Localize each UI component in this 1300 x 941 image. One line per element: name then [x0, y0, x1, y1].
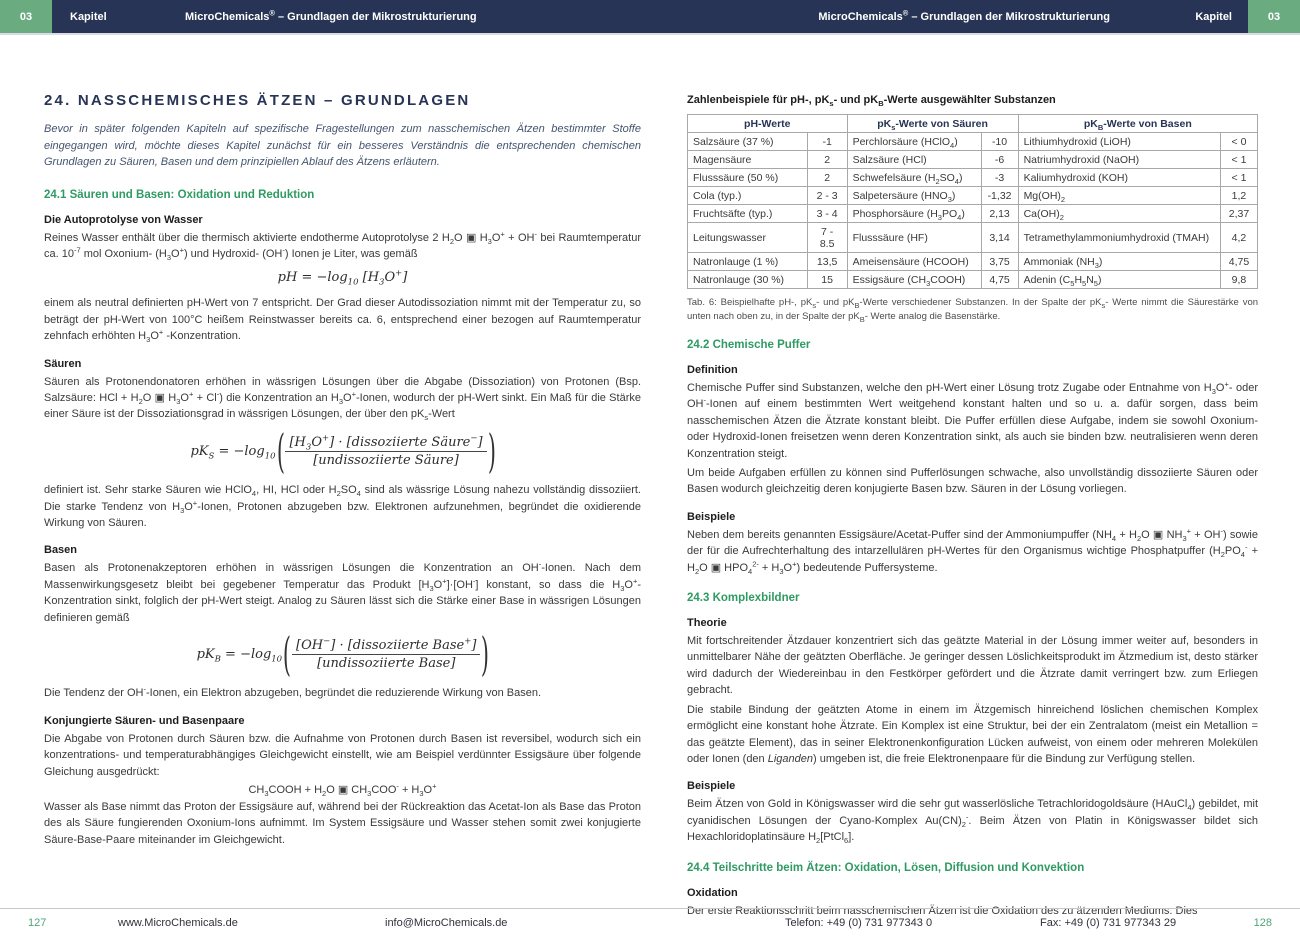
subheading-theorie: Theorie: [687, 617, 727, 630]
footer-phone: Telefon: +49 (0) 731 977343 0: [785, 917, 933, 929]
table-row: [688, 133, 1258, 151]
equation-acetic-acid: $CH_3COOH + H_2O$ ▣ $CH_3COO^- + H_3O^+$: [248, 781, 437, 799]
table-title: Zahlenbeispiele für pH-, $pK_s-$ und $pK_B$-Werte ausgewählter Substanzen: [687, 94, 1056, 109]
subheading-definition: Definition: [687, 364, 738, 376]
footer-fax: Fax: +49 (0) 731 977343 29: [1040, 917, 1177, 929]
cell: 4,75: [981, 271, 1018, 289]
table-row: [688, 187, 1258, 205]
cell: 4,2: [1220, 223, 1257, 253]
cell: 13,5: [807, 253, 847, 271]
cell: < 1: [1220, 169, 1257, 187]
page-title: 24. NASSCHEMISCHES ÄTZEN – GRUNDLAGEN: [44, 92, 471, 109]
right-page-column: [687, 88, 1258, 922]
page-header: [0, 0, 1300, 35]
formula-pks-fraction: [285, 435, 486, 468]
cell: Lithiumhydroxid (LiOH): [1018, 133, 1220, 151]
section-heading-24-2: 24.2 Chemische Puffer: [687, 339, 811, 351]
table-header-pks: $pK_s$-Werte von Säuren: [847, 115, 1018, 133]
cell: -6: [981, 151, 1018, 169]
open-paren: (: [283, 626, 292, 681]
cell: 2 - 3: [807, 187, 847, 205]
cell: Cola (typ.): [688, 187, 808, 205]
cell: Perchlorsäure (HClO$_4$): [847, 133, 981, 151]
section-heading-24-1: 24.1 Säuren und Basen: Oxidation und Reduktion: [44, 188, 315, 201]
cell: 15: [807, 271, 847, 289]
cell: -1,32: [981, 187, 1018, 205]
paragraph-saeuren-2: definiert ist. Sehr starke Säuren wie HClO$_4$, HI, HCl oder $H_2SO_4$ sind als wässrige Lösung nahezu vollständig dissoziiert. Die starke Tendenz von $H_3O^+$-Ionen, Protonen abzugeben bzw. Elektronen aufzunehmen, begründet die oxidierende Wirkung von Säuren.: [44, 484, 641, 529]
ph-pks-pkb-table: [687, 114, 1258, 289]
cell: Salzsäure (HCl): [847, 151, 981, 169]
chapter-label-left: Kapitel: [70, 10, 107, 23]
formula-pks: [44, 423, 641, 478]
paragraph-autoprotolyse-2: einem als neutral definierten pH-Wert von 7 entspricht. Der Grad dieser Autodissoziation nimmt mit der Temperatur zu, so beträgt der pH-Wert von 100°C heißem Reinstwasser bereits ca. 6, entsprechend einer bezogen auf Raumtemperatur zehnfach erhöhten $H_3O^+$ -Konzentration.: [44, 297, 641, 345]
cell: Natronlauge (30 %): [688, 271, 808, 289]
cell: Salzsäure (37 %): [688, 133, 808, 151]
subheading-beispiele-komplex: Beispiele: [687, 780, 736, 793]
cell: Kaliumhydroxid (KOH): [1018, 169, 1220, 187]
page-number-left: 127: [28, 917, 47, 929]
paragraph-oxidation-1: Der erste Reaktionsschritt beim nasschemischen Ätzen ist die Oxidation des zu ätzenden Mediums. Dies: [687, 904, 1198, 917]
formula-pkb: [44, 626, 641, 681]
subheading-oxidation: Oxidation: [687, 886, 738, 899]
cell: $Ca(OH)_2$: [1018, 205, 1220, 223]
subheading-beispiele-puffer: Beispiele: [687, 510, 736, 523]
footer-website-link[interactable]: www.MicroChemicals.de: [118, 917, 238, 929]
section-heading-24-3: 24.3 Komplexbildner: [687, 592, 800, 605]
open-paren: (: [276, 423, 285, 478]
cell: Flusssäure (50 %): [688, 169, 808, 187]
cell: < 0: [1220, 133, 1257, 151]
cell: 1,2: [1220, 187, 1257, 205]
cell: 2: [807, 169, 847, 187]
close-paren: ): [481, 626, 490, 681]
chapter-number-badge-left: 03: [0, 0, 52, 33]
cell: -3: [981, 169, 1018, 187]
paragraph-theorie-2: Die stabile Bindung der geätzten Atome in einem im Ätzgemisch hinreichend löslichen chemischen Komplex ermöglicht eine konstant hohe Ätzrate. Ein Komplex ist eine Struktur, bei der ein Zentralatom (meist ein Metallion = das geätzte Element), das in seiner Elektronenkonfiguration Lücken aufweist, von einem oder mehreren Molekülen oder Ionen (den Liganden) umgeben ist, die freie Elektronenpaare für die Bindung zur Verfügung stellen.: [687, 703, 1258, 765]
header-title-left: MicroChemicals® – Grundlagen der Mikrostrukturierung: [185, 7, 477, 23]
cell: 3 - 4: [807, 205, 847, 223]
cell: < 1: [1220, 151, 1257, 169]
formula-pkb-fraction: [292, 638, 480, 671]
paragraph-beispiele-puffer: Neben dem bereits genannten Essigsäure/Acetat-Puffer sind der Ammoniumpuffer ($NH_4 + H_2O$ ▣ $NH_3^+ + OH^-$) sowie der für die Aufrechterhaltung des intarzellulären pH-Wertes für den Organismus wichtige Phosphatpuffer ($H_2PO_4^- + H_2O$ ▣ $HPO_4^{2-} + H_3O^+$) bedeutende Puffersysteme.: [687, 526, 1258, 576]
table-row: [688, 271, 1258, 289]
cell: -10: [981, 133, 1018, 151]
cell: Magensäure: [688, 151, 808, 169]
cell: Essigsäure $(CH_3COOH)$: [847, 271, 981, 289]
footer-divider: [0, 908, 1300, 909]
paragraph-basen-1: Basen als Protonenakzeptoren erhöhen in wässrigen Lösungen die Konzentration an OH--Ionen. Nach dem Massenwirkungsgesetz bleibt bei gegebener Temperatur das Produkt $[H_3O^+]\cdot[OH^-]$ konstant, so dass die $H_3O^+$-Konzentration sinkt, folglich der pH-Wert steigt. Analog zu Säuren lässt sich die Stärke einer Base in wässrigen Lösungen definieren gemäß: [44, 559, 642, 624]
chapter-number-badge-right: 03: [1248, 0, 1300, 33]
subheading-konjugierte-paare: Konjungierte Säuren- und Basenpaare: [44, 714, 245, 727]
paragraph-saeuren-1: Säuren als Protonendonatoren erhöhen in wässrigen Lösungen über die Abgabe (Dissoziation) von Protonen (Bsp. Salzsäure: HCl + $H_2O$ ▣ $H_3O^+ + Cl^-$) die Konzentration an $H_3O^+$-Ionen, wodurch der pH-Wert sinkt. Ein Maß für die Stärke einer Säure ist der Dissoziationsgrad in wässrigen Lösungen, der über den $pK_s$-Wert: [44, 375, 641, 423]
table-header-pkb: $pK_B$-Werte von Basen: [1018, 115, 1257, 133]
cell: Natronlauge (1 %): [688, 253, 808, 271]
cell: Adenin $(C_5H_5N_5)$: [1018, 271, 1220, 289]
cell: Flusssäure (HF): [847, 223, 981, 253]
cell: Salpetersäure $(HNO_3)$: [847, 187, 981, 205]
cell: -1: [807, 133, 847, 151]
close-paren: ): [487, 423, 496, 478]
paragraph-autoprotolyse-1: Reines Wasser enthält über die thermisch aktivierte endotherme Autoprotolyse 2 $H_2O$ ▣ $H_3O^+ + OH^-$ bei Raumtemperatur ca. $10^{-7}$ mol Oxonium- $(H_3O^+)$ und Hydroxid- (OH-) Ionen je Liter, was gemäß: [44, 228, 641, 263]
intro-paragraph: Bevor in später folgenden Kapiteln auf spezifische Fragestellungen zum nasschemischen Ätzen bestimmter Stoffe eingegangen wird, möchte dieses Kapitel zunächst für ein besseres Verständnis die entsprechenden chemischen Grundlagen zu Säuren, Basen und dem prinzipiellen Ablauf des Ätzens erläutern.: [44, 123, 641, 168]
paragraph-konjugierte-2: Wasser als Base nimmt das Proton der Essigsäure auf, während bei der Rückreaktion das Acetat-Ion als Base das Proton des als Säure fungierenden Oxonium-Ions aufnimmt. Im System Essigsäure und Wasser stehen somit zwei konjugierte Säure-Base-Paare miteinander im Gleichgewicht.: [44, 801, 641, 846]
formula-pks-lhs: $pK_S = -\log_{10}$: [190, 443, 276, 462]
table-header-row: [688, 115, 1258, 133]
chapter-label-right: Kapitel: [1195, 10, 1232, 23]
formula-ph-expression: pH = $-\log_{10}$ $[H_3O^+]$: [277, 268, 408, 288]
table-caption: Tab. 6: Beispielhafte pH-, $pK_s-$ und $pK_B$-Werte verschiedener Substanzen. In der Spalte der $pK_s-$ Werte nimmt die Säurestärke von unten nach oben zu, in der Spalte der $pK_B-$ Werte analog die Basenstärke.: [687, 297, 1259, 324]
header-title-right: MicroChemicals® – Grundlagen der Mikrostrukturierung: [818, 7, 1110, 23]
table-row: [688, 205, 1258, 223]
formula-pks-denominator: [undissoziierte Säure]: [313, 452, 459, 468]
left-page-column: [44, 88, 641, 851]
table-row: [688, 223, 1258, 253]
paragraph-basen-2: Die Tendenz der OH--Ionen, ein Elektron abzugeben, begründet die reduzierende Wirkung von Basen.: [44, 684, 542, 700]
formula-pkb-numerator: [OH−] · [dissoziierte Base+]: [292, 638, 480, 655]
cell: Ameisensäure (HCOOH): [847, 253, 981, 271]
page-number-right: 128: [1253, 917, 1272, 929]
cell: 4,75: [1220, 253, 1257, 271]
table-row: [688, 151, 1258, 169]
cell: 9,8: [1220, 271, 1257, 289]
cell: Schwefelsäure $(H_2SO_4)$: [847, 169, 981, 187]
cell: 2: [807, 151, 847, 169]
formula-pkb-denominator: [undissoziierte Base]: [317, 656, 456, 672]
cell: $Mg(OH)_2$: [1018, 187, 1220, 205]
paragraph-theorie-1: Mit fortschreitender Ätzdauer konzentriert sich das geätzte Material in der Lösung immer weiter auf, besonders in unmittelbarer Nähe der geätzten Oberfläche. Je geringer dessen Löslichkeitsprodukt im Ätzmedium ist, desto stärker wird dadurch der Wiedereinbau in den Festkörper gefördert und die Ätzrate damit verringert bzw. zum Erliegen gebracht.: [687, 635, 1258, 697]
cell: Leitungswasser: [688, 223, 808, 253]
subheading-basen: Basen: [44, 544, 78, 557]
cell: 7 - 8.5: [807, 223, 847, 253]
formula-pkb-lhs: $pK_B = -\log_{10}$: [196, 647, 283, 665]
subheading-autoprotolyse: Die Autoprotolyse von Wasser: [44, 213, 203, 226]
table-row: [688, 169, 1258, 187]
paragraph-definition-2: Um beide Aufgaben erfüllen zu können sind Pufferlösungen schwache, also unvollständig dissoziierte Säuren oder Basen wodurch gleichzeitig deren konjugierte Basen bzw. Säuren in der Lösung vorliegen.: [687, 467, 1258, 496]
formula-ph: [44, 268, 641, 288]
cell: 2,13: [981, 205, 1018, 223]
formula-pks-numerator: $[H_3O^+]$ · [dissoziierte Säure−]: [285, 435, 486, 452]
cell: Ammoniak $(NH_3)$: [1018, 253, 1220, 271]
paragraph-beispiele-komplex: Beim Ätzen von Gold in Königswasser wird die sehr gut wasserlösliche Tetrachloridogoldsäure (HAuCl$_4$) gebildet, mit cyanidischen Lösungen der Cyano-Komplex $Au(CN)_2^-$. Beim Ätzen von Platin in Königswasser bildet sich Hexachloridoplatinsäure $H_2[PtCl_6]$.: [687, 798, 1259, 846]
table-row: [688, 253, 1258, 271]
section-heading-24-4: 24.4 Teilschritte beim Ätzen: Oxidation, Lösen, Diffusion und Konvektion: [687, 861, 1085, 874]
cell: Fruchtsäfte (typ.): [688, 205, 808, 223]
table-header-ph: pH-Werte: [688, 115, 848, 133]
cell: 2,37: [1220, 205, 1257, 223]
cell: Phosphorsäure $(H_3PO_4)$: [847, 205, 981, 223]
footer-email-link[interactable]: info@MicroChemicals.de: [385, 917, 508, 929]
paragraph-konjugierte-1: Die Abgabe von Protonen durch Säuren bzw. die Aufnahme von Protonen durch Basen ist reversibel, wodurch sich ein konzentrations- und temperaturabhängiges Gleichgewicht einstellt, wie am Beispiel verdünnter Essigsäure über folgende Gleichung ausgedrückt:: [44, 732, 641, 778]
cell: 3,75: [981, 253, 1018, 271]
cell: 3,14: [981, 223, 1018, 253]
paragraph-definition-1: Chemische Puffer sind Substanzen, welche den pH-Wert einer Lösung trotz Zugabe oder Entnahme von $H_3O^+-$ oder OH--Ionen auf einem bestimmten Wert weitgehend konstant halten und so u. a. dafür sorgen, dass beim nasschemischen Ätzen die Ätzrate konstant bleibt. Die Puffer erfüllen diese Aufgabe, indem sie sowohl Oxonium- oder Hydroxid-Ionen freisetzen wenn deren Konzentration sinkt, als auch sie binden bzw. neutralisieren wenn deren Konzentration steigt.: [687, 379, 1258, 460]
cell: Tetramethylammoniumhydroxid (TMAH): [1018, 223, 1220, 253]
cell: Natriumhydroxid (NaOH): [1018, 151, 1220, 169]
subheading-saeuren: Säuren: [44, 357, 82, 370]
